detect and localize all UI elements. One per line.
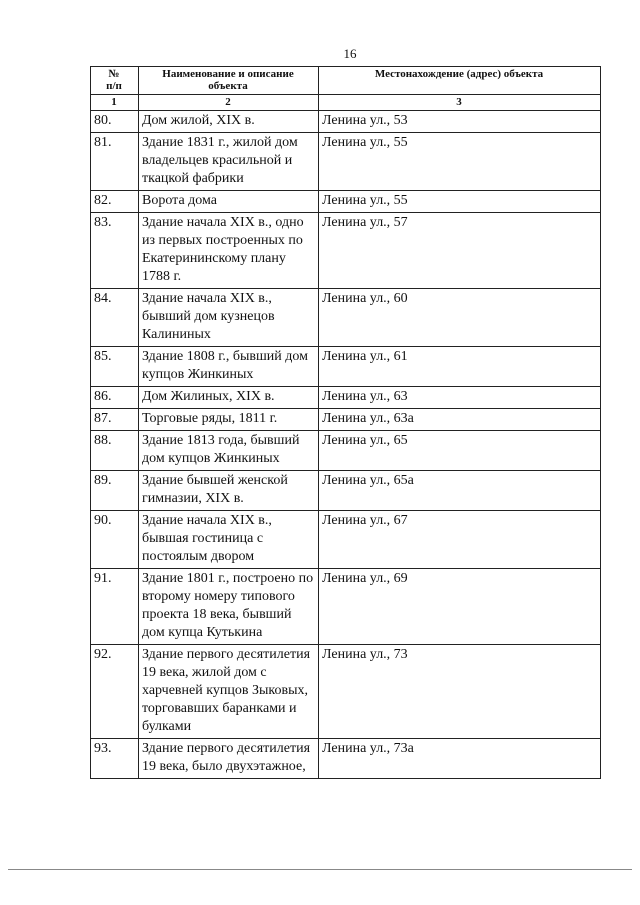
object-address: Ленина ул., 67 bbox=[319, 511, 601, 569]
column-number: 3 bbox=[319, 95, 601, 111]
object-address: Ленина ул., 65а bbox=[319, 471, 601, 511]
column-number: 1 bbox=[91, 95, 139, 111]
row-number: 88. bbox=[91, 431, 139, 471]
object-name: Здание первого десятилетия 19 века, было двухэтажное, bbox=[139, 739, 319, 779]
object-name: Торговые ряды, 1811 г. bbox=[139, 409, 319, 431]
heritage-objects-table bbox=[90, 66, 601, 779]
object-name: Здание 1808 г., бывший дом купцов Жинкиных bbox=[139, 347, 319, 387]
object-name: Здание бывшей женской гимназии, XIX в. bbox=[139, 471, 319, 511]
row-number: 89. bbox=[91, 471, 139, 511]
table-row bbox=[91, 289, 601, 347]
object-address: Ленина ул., 69 bbox=[319, 569, 601, 645]
row-number: 87. bbox=[91, 409, 139, 431]
table-row bbox=[91, 431, 601, 471]
table-row bbox=[91, 511, 601, 569]
table-row bbox=[91, 111, 601, 133]
table-row bbox=[91, 569, 601, 645]
row-number: 85. bbox=[91, 347, 139, 387]
object-address: Ленина ул., 73а bbox=[319, 739, 601, 779]
object-address: Ленина ул., 53 bbox=[319, 111, 601, 133]
row-number: 92. bbox=[91, 645, 139, 739]
column-number: 2 bbox=[139, 95, 319, 111]
object-name: Здание первого десятилетия 19 века, жилой дом с харчевней купцов Зыковых, торговавших баранками и булками bbox=[139, 645, 319, 739]
object-address: Ленина ул., 61 bbox=[319, 347, 601, 387]
table-row bbox=[91, 739, 601, 779]
object-name: Здание 1801 г., построено по второму номеру типового проекта 18 века, бывший дом купца Кутькина bbox=[139, 569, 319, 645]
table-row bbox=[91, 471, 601, 511]
object-address: Ленина ул., 60 bbox=[319, 289, 601, 347]
table-header-row bbox=[91, 67, 601, 95]
row-number: 84. bbox=[91, 289, 139, 347]
object-address: Ленина ул., 63 bbox=[319, 387, 601, 409]
object-address: Ленина ул., 55 bbox=[319, 133, 601, 191]
row-number: 90. bbox=[91, 511, 139, 569]
table-row bbox=[91, 191, 601, 213]
table-row bbox=[91, 213, 601, 289]
row-number: 82. bbox=[91, 191, 139, 213]
table-row bbox=[91, 347, 601, 387]
object-name: Ворота дома bbox=[139, 191, 319, 213]
object-name: Здание начала XIX в., одно из первых построенных по Екатерининскому плану 1788 г. bbox=[139, 213, 319, 289]
object-name: Дом жилой, XIX в. bbox=[139, 111, 319, 133]
page-number: 16 bbox=[343, 46, 357, 61]
row-number: 93. bbox=[91, 739, 139, 779]
table-row bbox=[91, 645, 601, 739]
object-name: Здание 1813 года, бывший дом купцов Жинкиных bbox=[139, 431, 319, 471]
object-name: Здание 1831 г., жилой дом владельцев красильной и ткацкой фабрики bbox=[139, 133, 319, 191]
row-number: 86. bbox=[91, 387, 139, 409]
table-row bbox=[91, 387, 601, 409]
object-address: Ленина ул., 57 bbox=[319, 213, 601, 289]
row-number: 80. bbox=[91, 111, 139, 133]
row-number: 81. bbox=[91, 133, 139, 191]
header-name: Наименование и описание объекта bbox=[139, 67, 319, 95]
row-number: 83. bbox=[91, 213, 139, 289]
object-address: Ленина ул., 65 bbox=[319, 431, 601, 471]
page-bottom-rule bbox=[8, 869, 632, 870]
table-row bbox=[91, 409, 601, 431]
object-address: Ленина ул., 73 bbox=[319, 645, 601, 739]
column-number-row bbox=[91, 95, 601, 111]
table-row bbox=[91, 133, 601, 191]
row-number: 91. bbox=[91, 569, 139, 645]
object-name: Здание начала XIX в., бывшая гостиница с постоялым двором bbox=[139, 511, 319, 569]
header-number: № п/п bbox=[91, 67, 139, 95]
object-address: Ленина ул., 55 bbox=[319, 191, 601, 213]
object-address: Ленина ул., 63а bbox=[319, 409, 601, 431]
header-address: Местонахождение (адрес) объекта bbox=[319, 67, 601, 95]
object-name: Здание начала XIX в., бывший дом кузнецов Калининых bbox=[139, 289, 319, 347]
object-name: Дом Жилиных, XIX в. bbox=[139, 387, 319, 409]
